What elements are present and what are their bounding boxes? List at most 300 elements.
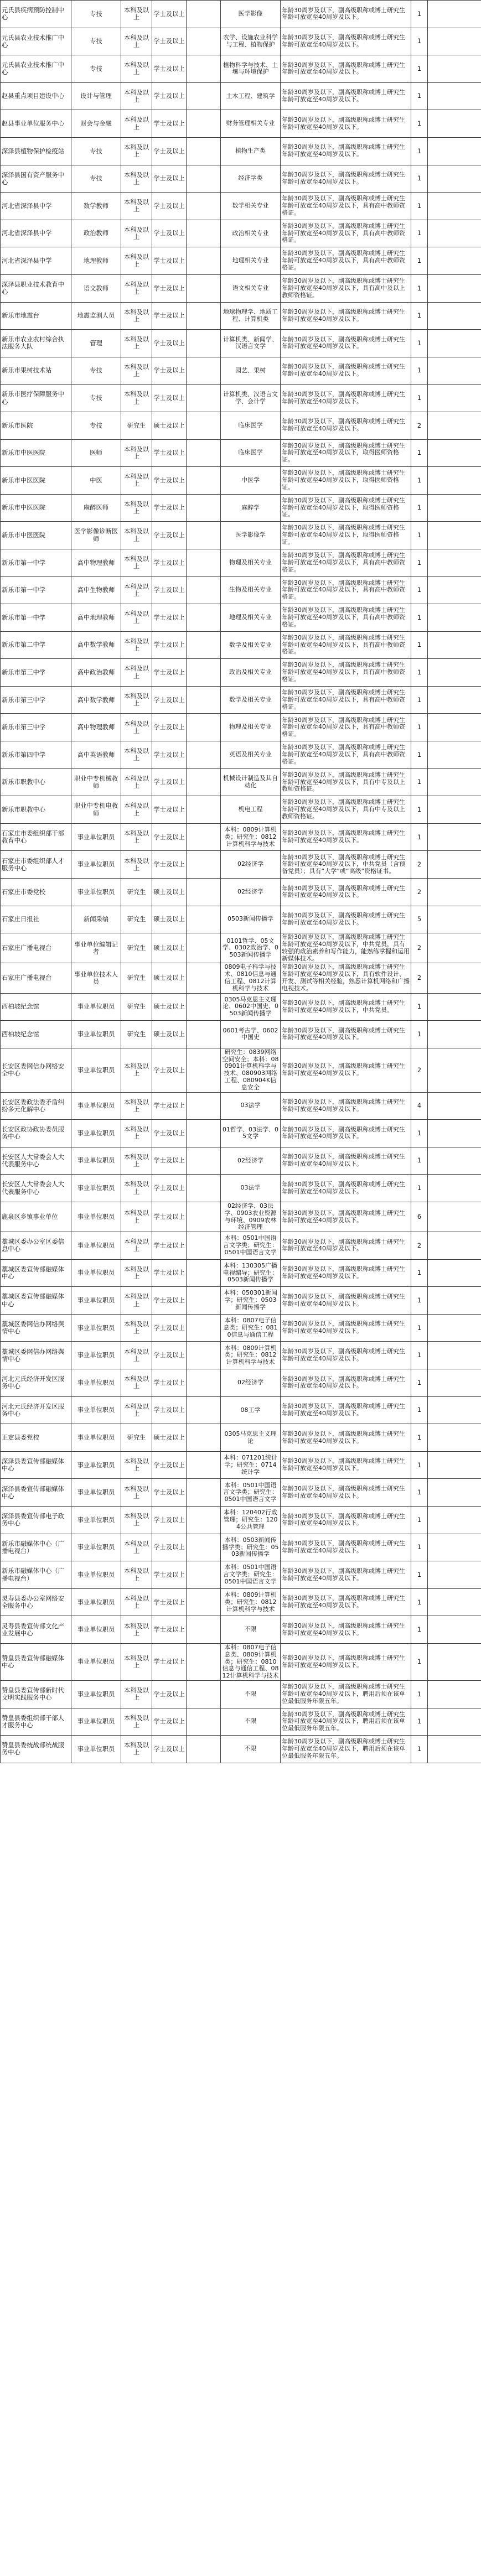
post-cell: 事业单位职员 [71, 1021, 121, 1048]
table-body [1, 1, 481, 1763]
requirements-cell: 年龄30周岁及以下，副高级职称或博士研究生年龄可放宽至40周岁及以下。 [281, 1424, 411, 1452]
post-cell: 事业单位职员 [71, 1396, 121, 1424]
post-cell: 事业单位职员 [71, 1120, 121, 1147]
remark-cell [428, 1616, 481, 1644]
blank-cell [187, 385, 221, 412]
education-cell: 研究生 [121, 412, 152, 439]
unit-cell: 灵寿县委宣传部文化产业发展中心 [1, 1616, 71, 1644]
education-cell: 本科及以上 [121, 631, 152, 659]
requirements-cell: 年龄30周岁及以下，副高级职称或博士研究生年龄可放宽至40周岁及以下。 [281, 1048, 411, 1092]
degree-cell: 学士及以上 [152, 577, 187, 604]
education-cell: 研究生 [121, 879, 152, 906]
headcount-cell: 1 [411, 1616, 428, 1644]
major-cell: 麻醉学 [221, 494, 281, 522]
degree-cell: 学士及以上 [152, 768, 187, 796]
headcount-cell: 1 [411, 659, 428, 687]
blank-cell [187, 1232, 221, 1260]
major-cell: 机电工程 [221, 796, 281, 824]
requirements-cell: 年龄30周岁及以下，副高级职称或博士研究生年龄可放宽至40周岁及以下。 [281, 357, 411, 385]
degree-cell: 学士及以上 [152, 1287, 187, 1315]
unit-cell: 新乐市中医医院 [1, 439, 71, 467]
major-cell: 0305马克思主义理论、0602中国史、0503新闻传播学 [221, 993, 281, 1021]
major-cell: 生物及相关专业 [221, 577, 281, 604]
education-cell: 本科及以上 [121, 220, 152, 247]
post-cell: 专技 [71, 28, 121, 55]
requirements-cell: 年龄30周岁及以下，副高级职称或博士研究生年龄可放宽至40周岁及以下。 [281, 1342, 411, 1369]
degree-cell: 学士及以上 [152, 1534, 187, 1561]
unit-cell: 元氏县农业技术推广中心 [1, 28, 71, 55]
headcount-cell: 1 [411, 1534, 428, 1561]
blank-cell [187, 55, 221, 83]
degree-cell: 学士及以上 [152, 1232, 187, 1260]
headcount-cell: 1 [411, 55, 428, 83]
headcount-cell: 4 [411, 1092, 428, 1120]
table-row [1, 274, 481, 302]
table-row [1, 193, 481, 220]
unit-cell: 石家庄广播电视台 [1, 963, 71, 993]
blank-cell [187, 1369, 221, 1397]
education-cell: 本科及以上 [121, 1, 152, 28]
blank-cell [187, 1, 221, 28]
degree-cell: 学士及以上 [152, 1507, 187, 1534]
post-cell: 事业单位职员 [71, 1451, 121, 1479]
table-row [1, 1369, 481, 1397]
headcount-cell: 2 [411, 963, 428, 993]
major-cell: 0601考古学、0602中国史 [221, 1021, 281, 1048]
unit-cell: 石家庄市委组织部干部教育中心 [1, 823, 71, 851]
unit-cell: 新乐市医院 [1, 412, 71, 439]
table-row [1, 1680, 481, 1708]
remark-cell [428, 659, 481, 687]
unit-cell: 藁城区委办公室区委信息中心 [1, 1232, 71, 1260]
unit-cell: 赞皇县委宣传部融媒体中心 [1, 1644, 71, 1681]
degree-cell: 学士及以上 [152, 604, 187, 632]
post-cell: 地理教师 [71, 247, 121, 275]
education-cell: 研究生 [121, 933, 152, 963]
requirements-cell: 年龄30周岁及以下，副高级职称或博士研究生年龄可放宽至40周岁及以下，具有高中及以上教师资格证。 [281, 274, 411, 302]
degree-cell: 学士及以上 [152, 247, 187, 275]
requirements-cell: 年龄30周岁及以下，副高级职称或博士研究生年龄可放宽至40周岁及以下，聘用后须在该单位最低服务年限五年。 [281, 1708, 411, 1736]
major-cell: 本科：071201统计学；研究生：0714统计学 [221, 1451, 281, 1479]
table-row [1, 439, 481, 467]
requirements-cell: 年龄30周岁及以下，副高级职称或博士研究生年龄可放宽至40周岁及以下。 [281, 385, 411, 412]
post-cell: 高中数学教师 [71, 631, 121, 659]
requirements-cell: 年龄30周岁及以下，副高级职称或博士研究生年龄可放宽至40周岁及以下。 [281, 1, 411, 28]
major-cell: 本科：0501中国语言文学类；研究生：0501中国语言文学 [221, 1232, 281, 1260]
unit-cell: 西柏坡纪念馆 [1, 1021, 71, 1048]
requirements-cell: 年龄30周岁及以下，副高级职称或博士研究生年龄可放宽至40周岁及以下。 [281, 1202, 411, 1232]
degree-cell: 学士及以上 [152, 274, 187, 302]
major-cell: 医学影像学 [221, 522, 281, 549]
education-cell: 本科及以上 [121, 467, 152, 495]
degree-cell: 学士及以上 [152, 851, 187, 879]
blank-cell [187, 714, 221, 741]
post-cell: 高中物理教师 [71, 549, 121, 577]
requirements-cell: 年龄30周岁及以下，副高级职称或博士研究生年龄可放宽至40周岁及以下，具有高中教师资格证。 [281, 604, 411, 632]
post-cell: 事业单位职员 [71, 1644, 121, 1681]
education-cell: 本科及以上 [121, 686, 152, 714]
major-cell: 不限 [221, 1736, 281, 1763]
requirements-cell: 年龄30周岁及以下，副高级职称或博士研究生年龄可放宽至40周岁及以下。 [281, 28, 411, 55]
table-row [1, 1092, 481, 1120]
degree-cell: 学士及以上 [152, 1120, 187, 1147]
requirements-cell: 年龄30周岁及以下，副高级职称或博士研究生年龄可放宽至40周岁及以下，具有高中教师资格证。 [281, 741, 411, 769]
table-row [1, 1048, 481, 1092]
post-cell: 事业单位职员 [71, 1259, 121, 1287]
requirements-cell: 年龄30周岁及以下，副高级职称或博士研究生年龄可放宽至40周岁及以下，具有中专及以上教师资格证。 [281, 796, 411, 824]
education-cell: 本科及以上 [121, 1314, 152, 1342]
education-cell: 本科及以上 [121, 1048, 152, 1092]
headcount-cell: 1 [411, 549, 428, 577]
blank-cell [187, 357, 221, 385]
education-cell: 研究生 [121, 993, 152, 1021]
post-cell: 职业中专机械教师 [71, 768, 121, 796]
unit-cell: 深泽县职业技术教育中心 [1, 274, 71, 302]
degree-cell: 学士及以上 [152, 1451, 187, 1479]
education-cell: 本科及以上 [121, 439, 152, 467]
post-cell: 事业单位职员 [71, 1424, 121, 1452]
degree-cell: 学士及以上 [152, 55, 187, 83]
headcount-cell: 2 [411, 1048, 428, 1092]
education-cell: 本科及以上 [121, 1616, 152, 1644]
blank-cell [187, 467, 221, 495]
major-cell: 03法学 [221, 1092, 281, 1120]
degree-cell: 学士及以上 [152, 1396, 187, 1424]
post-cell: 政治教师 [71, 220, 121, 247]
unit-cell: 新乐市第一中学 [1, 577, 71, 604]
table-row [1, 659, 481, 687]
headcount-cell: 1 [411, 522, 428, 549]
degree-cell: 学士及以上 [152, 1644, 187, 1681]
blank-cell [187, 1708, 221, 1736]
remark-cell [428, 1369, 481, 1397]
unit-cell: 新乐市中医医院 [1, 494, 71, 522]
remark-cell [428, 1092, 481, 1120]
headcount-cell: 1 [411, 1021, 428, 1048]
remark-cell [428, 851, 481, 879]
headcount-cell: 1 [411, 1287, 428, 1315]
table-row [1, 1287, 481, 1315]
requirements-cell: 年龄30周岁及以下，副高级职称或博士研究生年龄可放宽至40周岁及以下。 [281, 1507, 411, 1534]
post-cell: 事业单位职员 [71, 1534, 121, 1561]
table-row [1, 1, 481, 28]
unit-cell: 石家庄广播电视台 [1, 933, 71, 963]
major-cell: 02经济学 [221, 851, 281, 879]
remark-cell [428, 1644, 481, 1681]
remark-cell [428, 28, 481, 55]
unit-cell: 赵县事业单位服务中心 [1, 110, 71, 138]
education-cell: 本科及以上 [121, 357, 152, 385]
requirements-cell: 年龄30周岁及以下，副高级职称或博士研究生年龄可放宽至40周岁及以下，具有软件设计、开发、测试等相关经验，熟悉计算机网络和广播电视技术。 [281, 963, 411, 993]
headcount-cell: 2 [411, 851, 428, 879]
education-cell: 本科及以上 [121, 1644, 152, 1681]
table-row [1, 220, 481, 247]
blank-cell [187, 1534, 221, 1561]
table-row [1, 522, 481, 549]
major-cell: 植物生产类 [221, 137, 281, 165]
education-cell: 本科及以上 [121, 1396, 152, 1424]
post-cell: 事业单位编辑记者 [71, 933, 121, 963]
blank-cell [187, 494, 221, 522]
blank-cell [187, 604, 221, 632]
remark-cell [428, 193, 481, 220]
major-cell: 政治相关专业 [221, 220, 281, 247]
unit-cell: 元氏县疾病预防控制中心 [1, 1, 71, 28]
major-cell: 本科：0503新闻传播学类；研究生：0503新闻传播学 [221, 1534, 281, 1561]
remark-cell [428, 963, 481, 993]
headcount-cell: 1 [411, 439, 428, 467]
blank-cell [187, 330, 221, 357]
post-cell: 事业单位职员 [71, 1048, 121, 1092]
remark-cell [428, 879, 481, 906]
table-row [1, 686, 481, 714]
post-cell: 专技 [71, 55, 121, 83]
table-row [1, 302, 481, 330]
blank-cell [187, 659, 221, 687]
post-cell: 事业单位职员 [71, 1092, 121, 1120]
major-cell: 经济学类 [221, 165, 281, 193]
major-cell: 本科：0809计算机类；研究生：0812计算机科学与技术 [221, 1588, 281, 1616]
blank-cell [187, 1120, 221, 1147]
blank-cell [187, 1507, 221, 1534]
headcount-cell: 1 [411, 993, 428, 1021]
degree-cell: 学士及以上 [152, 522, 187, 549]
education-cell: 本科及以上 [121, 1287, 152, 1315]
post-cell: 专技 [71, 412, 121, 439]
remark-cell [428, 385, 481, 412]
headcount-cell: 1 [411, 741, 428, 769]
remark-cell [428, 165, 481, 193]
remark-cell [428, 82, 481, 110]
remark-cell [428, 1588, 481, 1616]
post-cell: 专技 [71, 385, 121, 412]
unit-cell: 藁城区委宣传部融媒体中心 [1, 1259, 71, 1287]
headcount-cell: 1 [411, 1680, 428, 1708]
requirements-cell: 年龄30周岁及以下，副高级职称或博士研究生年龄可放宽至40周岁及以下。 [281, 1396, 411, 1424]
degree-cell: 学士及以上 [152, 1369, 187, 1397]
requirements-cell: 年龄30周岁及以下，副高级职称或博士研究生年龄可放宽至40周岁及以下。 [281, 1287, 411, 1315]
major-cell: 本科：0807电子信息类；研究生：0810信息与通信工程 [221, 1314, 281, 1342]
degree-cell: 硕士及以上 [152, 412, 187, 439]
major-cell: 财务管理相关专业 [221, 110, 281, 138]
degree-cell: 硕士及以上 [152, 963, 187, 993]
unit-cell: 石家庄日报社 [1, 906, 71, 933]
table-row [1, 385, 481, 412]
unit-cell: 新乐市第三中学 [1, 659, 71, 687]
degree-cell: 学士及以上 [152, 1342, 187, 1369]
requirements-cell: 年龄30周岁及以下，副高级职称或博士研究生年龄可放宽至40周岁及以下。 [281, 1451, 411, 1479]
table-row [1, 1644, 481, 1681]
unit-cell: 新乐市职教中心 [1, 768, 71, 796]
blank-cell [187, 879, 221, 906]
table-row [1, 247, 481, 275]
major-cell: 数学相关专业 [221, 193, 281, 220]
degree-cell: 学士及以上 [152, 302, 187, 330]
unit-cell: 河北省深泽县中学 [1, 220, 71, 247]
table-row [1, 330, 481, 357]
table-row [1, 1259, 481, 1287]
requirements-cell: 年龄30周岁及以下，副高级职称或博士研究生年龄可放宽至40周岁及以下。 [281, 1644, 411, 1681]
blank-cell [187, 247, 221, 275]
degree-cell: 硕士及以上 [152, 1424, 187, 1452]
blank-cell [187, 137, 221, 165]
major-cell: 本科：0807电子信息类、0809计算机类；研究生：0810信息与通信工程、0812计算机科学与技术 [221, 1644, 281, 1681]
blank-cell [187, 1342, 221, 1369]
major-cell: 本科：120402行政管理；研究生：1204公共管理 [221, 1507, 281, 1534]
unit-cell: 正定县委党校 [1, 1424, 71, 1452]
table-row [1, 768, 481, 796]
degree-cell: 学士及以上 [152, 1092, 187, 1120]
headcount-cell: 1 [411, 1644, 428, 1681]
unit-cell: 新乐市第二中学 [1, 631, 71, 659]
headcount-cell: 1 [411, 1120, 428, 1147]
unit-cell: 新乐市第三中学 [1, 714, 71, 741]
requirements-cell: 年龄30周岁及以下，副高级职称或博士研究生年龄可放宽至40周岁及以下，具有高中教师资格证。 [281, 577, 411, 604]
major-cell: 植物科学与技术、土壤与环境保护 [221, 55, 281, 83]
blank-cell [187, 28, 221, 55]
blank-cell [187, 274, 221, 302]
requirements-cell: 年龄30周岁及以下，副高级职称或博士研究生年龄可放宽至40周岁及以下。 [281, 55, 411, 83]
unit-cell: 藁城区委网信办网络舆情中心 [1, 1342, 71, 1369]
headcount-cell: 1 [411, 28, 428, 55]
table-row [1, 1479, 481, 1507]
remark-cell [428, 247, 481, 275]
blank-cell [187, 1287, 221, 1315]
headcount-cell: 1 [411, 823, 428, 851]
blank-cell [187, 1479, 221, 1507]
table-row [1, 1147, 481, 1175]
post-cell: 事业单位职员 [71, 993, 121, 1021]
major-cell: 02经济学 [221, 1147, 281, 1175]
headcount-cell: 1 [411, 1561, 428, 1589]
blank-cell [187, 993, 221, 1021]
table-row [1, 1424, 481, 1452]
blank-cell [187, 1588, 221, 1616]
education-cell: 本科及以上 [121, 851, 152, 879]
remark-cell [428, 549, 481, 577]
post-cell: 事业单位技术人员 [71, 963, 121, 993]
major-cell: 语文相关专业 [221, 274, 281, 302]
degree-cell: 学士及以上 [152, 110, 187, 138]
table-row [1, 1175, 481, 1202]
major-cell: 本科：050301新闻学；研究生：0503新闻传播学 [221, 1287, 281, 1315]
remark-cell [428, 1, 481, 28]
blank-cell [187, 823, 221, 851]
major-cell: 地理相关专业 [221, 247, 281, 275]
degree-cell: 学士及以上 [152, 741, 187, 769]
post-cell: 事业单位职员 [71, 1314, 121, 1342]
degree-cell: 学士及以上 [152, 1259, 187, 1287]
requirements-cell: 年龄30周岁及以下，副高级职称或博士研究生年龄可放宽至40周岁及以下。 [281, 1314, 411, 1342]
headcount-cell: 1 [411, 1507, 428, 1534]
major-cell: 农学、设施农业科学与工程、植物保护 [221, 28, 281, 55]
requirements-cell: 年龄30周岁及以下，副高级职称或博士研究生年龄可放宽至40周岁及以下。 [281, 1479, 411, 1507]
table-row [1, 55, 481, 83]
education-cell: 本科及以上 [121, 577, 152, 604]
post-cell: 事业单位职员 [71, 879, 121, 906]
post-cell: 事业单位职员 [71, 1507, 121, 1534]
blank-cell [187, 933, 221, 963]
table-row [1, 1451, 481, 1479]
major-cell: 0809电子科学与技术、0810信息与通信工程、0812计算机科学与技术 [221, 963, 281, 993]
blank-cell [187, 1396, 221, 1424]
education-cell: 本科及以上 [121, 1561, 152, 1589]
headcount-cell: 1 [411, 357, 428, 385]
remark-cell [428, 1048, 481, 1092]
remark-cell [428, 1175, 481, 1202]
unit-cell: 石家庄市委党校 [1, 879, 71, 906]
education-cell: 本科及以上 [121, 82, 152, 110]
blank-cell [187, 1021, 221, 1048]
post-cell: 事业单位职员 [71, 1588, 121, 1616]
major-cell: 0305马克思主义理论 [221, 1424, 281, 1452]
post-cell: 事业单位职员 [71, 1369, 121, 1397]
table-row [1, 1736, 481, 1763]
table-row [1, 1342, 481, 1369]
blank-cell [187, 165, 221, 193]
requirements-cell: 年龄30周岁及以下，副高级职称或博士研究生年龄可放宽至40周岁及以下，取得医师资格证。 [281, 522, 411, 549]
unit-cell: 藁城区委宣传部融媒体中心 [1, 1287, 71, 1315]
requirements-cell: 年龄30周岁及以下，副高级职称或博士研究生年龄可放宽至40周岁及以下，取得医师资格证。 [281, 467, 411, 495]
remark-cell [428, 1396, 481, 1424]
table-row [1, 467, 481, 495]
table-row [1, 631, 481, 659]
major-cell: 02经济学 [221, 879, 281, 906]
table-row [1, 879, 481, 906]
requirements-cell: 年龄30周岁及以下，副高级职称或博士研究生年龄可放宽至40周岁及以下，具有高中教师资格证。 [281, 686, 411, 714]
headcount-cell: 1 [411, 1369, 428, 1397]
education-cell: 本科及以上 [121, 1680, 152, 1708]
major-cell: 土木工程、建筑学 [221, 82, 281, 110]
degree-cell: 学士及以上 [152, 1736, 187, 1763]
remark-cell [428, 1507, 481, 1534]
headcount-cell: 1 [411, 1342, 428, 1369]
table-row [1, 549, 481, 577]
education-cell: 本科及以上 [121, 494, 152, 522]
major-cell: 数学及相关专业 [221, 631, 281, 659]
post-cell: 事业单位职员 [71, 1287, 121, 1315]
requirements-cell: 年龄30周岁及以下，副高级职称或博士研究生年龄可放宽至40周岁及以下，中共党员，具有较强的政治素养和写作能力，能熟练掌握和运用新媒体技术。 [281, 933, 411, 963]
remark-cell [428, 1120, 481, 1147]
blank-cell [187, 1147, 221, 1175]
degree-cell: 学士及以上 [152, 549, 187, 577]
education-cell: 本科及以上 [121, 1588, 152, 1616]
major-cell: 02经济学 [221, 1369, 281, 1397]
blank-cell [187, 1616, 221, 1644]
remark-cell [428, 137, 481, 165]
unit-cell: 河北省深泽县中学 [1, 193, 71, 220]
education-cell: 本科及以上 [121, 1736, 152, 1763]
post-cell: 高中生物教师 [71, 577, 121, 604]
degree-cell: 学士及以上 [152, 1708, 187, 1736]
education-cell: 本科及以上 [121, 165, 152, 193]
unit-cell: 河北元氏经济开发区服务中心 [1, 1396, 71, 1424]
major-cell: 研究生：0839网络空间安全；本科：080901计算机科学与技术、080903网络工程、080904K信息安全 [221, 1048, 281, 1092]
education-cell: 本科及以上 [121, 768, 152, 796]
requirements-cell: 年龄30周岁及以下，副高级职称或博士研究生年龄可放宽至40周岁及以下，取得医师资格证。 [281, 494, 411, 522]
degree-cell: 学士及以上 [152, 82, 187, 110]
headcount-cell: 1 [411, 1479, 428, 1507]
requirements-cell: 年龄30周岁及以下，副高级职称或博士研究生年龄可放宽至40周岁及以下，取得医师资格证。 [281, 439, 411, 467]
post-cell: 事业单位职员 [71, 1232, 121, 1260]
remark-cell [428, 110, 481, 138]
post-cell: 设计与管理 [71, 82, 121, 110]
headcount-cell: 1 [411, 1259, 428, 1287]
blank-cell [187, 631, 221, 659]
table-row [1, 1616, 481, 1644]
unit-cell: 鹿泉区乡镇事业单位 [1, 1202, 71, 1232]
requirements-cell: 年龄30周岁及以下，副高级职称或博士研究生年龄可放宽至40周岁及以下。 [281, 1147, 411, 1175]
